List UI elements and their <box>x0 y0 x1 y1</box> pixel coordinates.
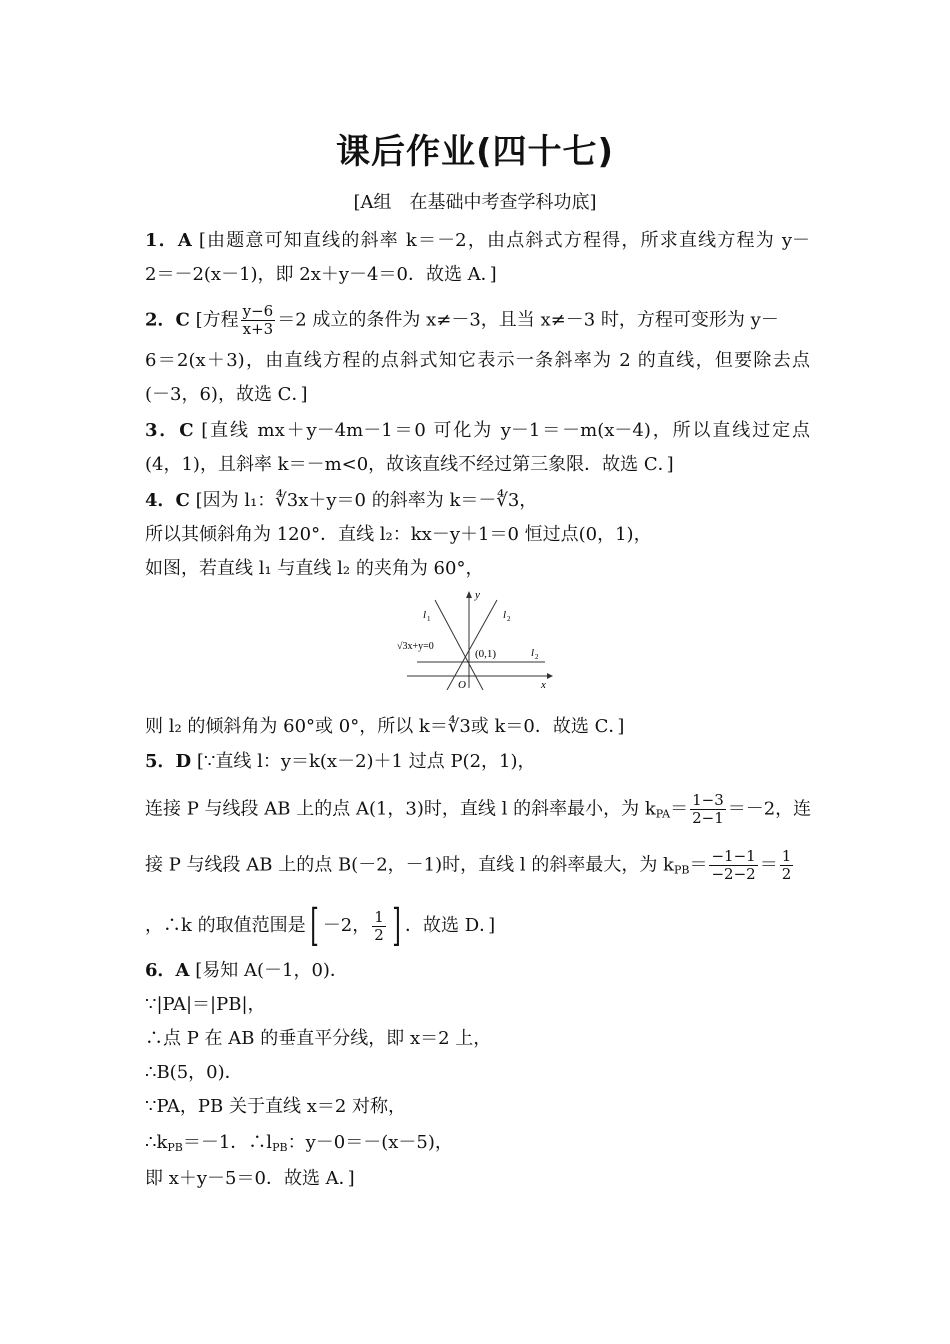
q2-frac-den: x+3 <box>242 320 274 338</box>
q5-f1-den: 2−1 <box>692 809 724 827</box>
q6-line-5: ∵PA，PB 关于直线 x＝2 对称， <box>145 1096 407 1117</box>
q5-interval-left: －2， <box>322 915 371 936</box>
q5-line-1 <box>145 749 810 775</box>
q6-line-2: ∵|PA|＝|PB|， <box>145 994 266 1015</box>
right-bracket-icon: ] <box>392 900 401 951</box>
q5-fraction-2 <box>709 848 757 883</box>
q1-line-2: 2＝－2(x－1)，即 2x＋y－4＝0．故选 A．] <box>145 264 497 285</box>
q4-answer: 4．C <box>145 490 190 511</box>
q2-answer: 2．C <box>145 309 190 331</box>
q2-frac-num: y−6 <box>242 302 274 320</box>
label-x: x <box>541 679 546 690</box>
q1-text-1: [由题意可知直线的斜率 k＝－2，由点斜式方程得，所求直线方程为 y－ <box>198 230 810 251</box>
q5-f4-den: 2 <box>374 925 384 944</box>
q5-f4-num: 1 <box>374 907 384 926</box>
q6-line-7: 即 x＋y－5＝0．故选 A．] <box>145 1168 355 1189</box>
q5-text-4-post: ．故选 D．] <box>404 915 496 936</box>
q6-text-6a: ∴k <box>145 1132 168 1153</box>
q4-line-1 <box>145 488 810 514</box>
q5-eq-1: ＝ <box>670 798 689 820</box>
q6-line-4: ∴B(5，0)． <box>145 1062 243 1083</box>
q5-text-3: 接 P 与线段 AB 上的点 B(－2，－1)时，直线 l 的斜率最大，为 k <box>145 854 674 876</box>
q3-line-1 <box>145 418 810 444</box>
q5-eq-2: ＝ <box>689 854 708 876</box>
q5-text-4: ，∴k 的取值范围是 <box>145 915 306 936</box>
q5-f2-num: −1−1 <box>711 847 756 865</box>
section-subtitle: [A组 在基础中考查学科功底] <box>353 192 597 213</box>
q6-line-3: ∴点 P 在 AB 的垂直平分线，即 x＝2 上， <box>145 1028 492 1049</box>
label-l2-steep: l <box>503 609 507 621</box>
q2-line-2: 6＝2(x＋3)，由直线方程的点斜式知它表示一条斜率为 2 的直线，但要除去点 <box>145 350 810 371</box>
q4-line-4: 则 l₂ 的倾斜角为 60°或 0°，所以 k＝∜3或 k＝0．故选 C．] <box>145 716 625 737</box>
q5-interval <box>306 900 405 951</box>
q5-f3-num: 1 <box>781 847 792 865</box>
q6-text-1: [易知 A(－1，0)． <box>195 960 348 981</box>
q5-answer: 5．D <box>145 751 192 772</box>
q5-sub-pa: PA <box>655 807 671 821</box>
label-equation: √3x+y=0 <box>397 641 434 652</box>
q2-line-1 <box>145 303 810 338</box>
q2-pre: [方程 <box>195 309 239 331</box>
q3-text-1: [直线 mx＋y－4m－1＝0 可化为 y－1＝－m(x－4)，所以直线过定点 <box>201 420 810 441</box>
q6-text-6b: ＝－1．∴l <box>182 1132 273 1153</box>
q2-text-1: ＝2 成立的条件为 x≠－3，且当 x≠－3 时，方程可变形为 y－ <box>277 309 779 331</box>
q5-fraction-1 <box>690 792 726 827</box>
left-bracket-icon: [ <box>309 900 319 951</box>
label-l2-horizontal: l <box>531 647 535 659</box>
q2-fraction <box>241 303 276 338</box>
q1-line-1 <box>145 228 810 254</box>
q5-text-1: [∵直线 l：y＝k(x－2)＋1 过点 P(2，1)， <box>196 751 536 772</box>
q1-answer: 1．A <box>145 230 192 251</box>
q5-fraction-4 <box>372 909 386 944</box>
q6-line-6 <box>145 1130 810 1156</box>
q3-answer: 3．C <box>145 420 194 441</box>
q2-line-3: (－3，6)，故选 C．] <box>145 384 308 405</box>
label-l2-steep-sub: 2 <box>507 615 511 623</box>
x-axis-arrow-icon <box>547 673 553 679</box>
q6-sub-2: PB <box>272 1141 288 1154</box>
q5-fraction-3 <box>780 848 794 883</box>
q5-sub-pb: PB <box>673 863 690 877</box>
q4-line-2: 所以其倾斜角为 120°．直线 l₂：kx－y＋1＝0 恒过点(0，1)， <box>145 524 652 545</box>
label-y: y <box>475 590 480 601</box>
q5-f2-den: −2−2 <box>711 865 756 883</box>
q5-f3-den: 2 <box>781 865 792 883</box>
label-l1-sub: 1 <box>427 615 431 623</box>
q5-line-4 <box>145 900 810 951</box>
label-l2-horizontal-sub: 2 <box>535 653 539 661</box>
y-axis-arrow-icon <box>466 591 472 598</box>
q6-text-6c: ：y－0＝－(x－5)， <box>287 1132 453 1153</box>
label-point: (0,1) <box>475 648 497 660</box>
q6-line-1 <box>145 958 810 984</box>
q6-answer: 6．A <box>145 960 190 981</box>
q4-line-3: 如图，若直线 l₁ 与直线 l₂ 的夹角为 60°， <box>145 558 484 579</box>
label-l1: l <box>423 609 427 621</box>
q5-f1-num: 1−3 <box>692 791 724 809</box>
q5-text-2: 连接 P 与线段 AB 上的点 A(1，3)时，直线 l 的斜率最小，为 k <box>145 798 656 820</box>
label-origin: O <box>458 679 466 690</box>
q5-text-2-post: ＝－2，连 <box>727 798 812 820</box>
line-graph-figure <box>397 590 557 690</box>
q4-text-1: [因为 l₁：∜3x＋y＝0 的斜率为 k＝－∜3， <box>195 490 538 511</box>
q6-sub-1: PB <box>167 1141 183 1154</box>
q5-eq-3: ＝ <box>759 854 778 876</box>
q3-line-2: (4，1)，且斜率 k＝－m<0，故该直线不经过第三象限．故选 C．] <box>145 454 674 475</box>
q5-line-2 <box>145 792 810 827</box>
page-title: 课后作业(四十七) <box>335 132 615 172</box>
q5-line-3 <box>145 848 810 883</box>
